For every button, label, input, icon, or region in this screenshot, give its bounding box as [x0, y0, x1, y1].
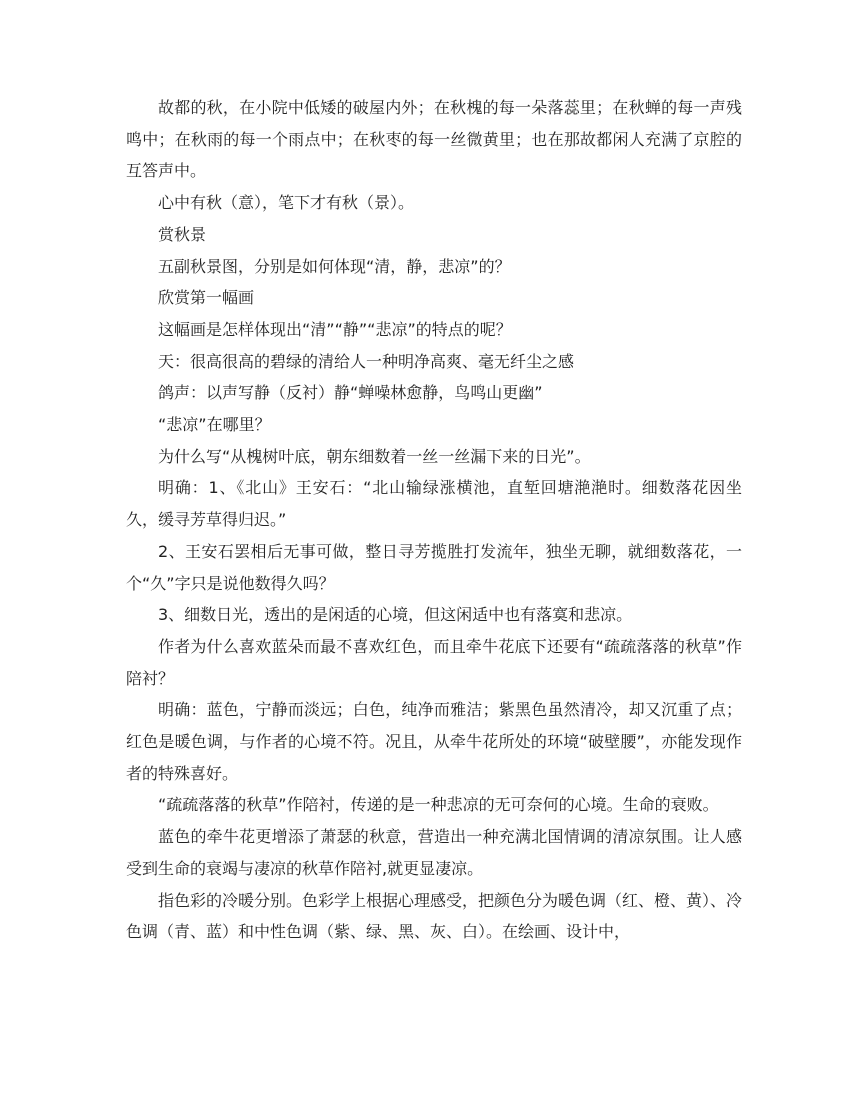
paragraph: “悲凉”在哪里？	[158, 415, 271, 435]
paragraph: 3、细数日光，透出的是闲适的心境，但这闲适中也有落寞和悲凉。	[158, 605, 633, 625]
paragraph: 指色彩的冷暖分别。色彩学上根据心理感受，把颜色分为暖色调（红、橙、黄）、冷色调（青、蓝）和中性色调（紫、绿、黑、灰、白）。在绘画、设计中，	[126, 890, 743, 942]
document-body	[126, 92, 742, 948]
paragraph: 作者为什么喜欢蓝朵而最不喜欢红色，而且牵牛花底下还要有“疏疏落落的秋草”作陪衬？	[126, 636, 742, 688]
paragraph: 鸽声：以声写静（反衬）静“蝉噪林愈静，鸟鸣山更幽”	[158, 383, 543, 403]
paragraph: “疏疏落落的秋草”作陪衬，传递的是一种悲凉的无可奈何的心境。生命的衰败。	[158, 795, 719, 815]
paragraph: 2、王安石罢相后无事可做，整日寻芳揽胜打发流年，独坐无聊，就细数落花，一个“久”字只是说他数得久吗？	[126, 541, 742, 593]
paragraph: 为什么写“从槐树叶底，朝东细数着一丝一丝漏下来的日光”。	[158, 446, 591, 466]
paragraph: 明确：1、《北山》王安石：“北山输绿涨横池，直堑回塘滟滟时。细数落花因坐久，缓寻芳草得归迟。”	[126, 478, 742, 530]
section-heading: 赏秋景	[158, 224, 207, 244]
paragraph: 这幅画是怎样体现出“清”“静”“悲凉”的特点的呢？	[158, 319, 512, 339]
subsection-heading: 欣赏第一幅画	[158, 288, 255, 308]
paragraph: 天：很高很高的碧绿的清给人一种明净高爽、毫无纤尘之感	[158, 351, 575, 371]
paragraph: 故都的秋，在小院中低矮的破屋内外；在秋槐的每一朵落蕊里；在秋蝉的每一声残鸣中；在秋雨的每一个雨点中；在秋枣的每一丝微黄里；也在那故都闲人充满了京腔的互答声中。	[126, 98, 742, 181]
paragraph: 心中有秋（意），笔下才有秋（景）。	[158, 193, 415, 213]
paragraph: 五副秋景图，分别是如何体现“清，静，悲凉”的？	[158, 256, 511, 276]
paragraph: 明确：蓝色，宁静而淡远；白色，纯净而雅洁；紫黑色虽然清冷，却又沉重了点；红色是暖色调，与作者的心境不符。况且，从牵牛花所处的环境“破壁腰”，亦能发现作者的特殊喜好。	[126, 700, 742, 783]
paragraph: 蓝色的牵牛花更增添了萧瑟的秋意，营造出一种充满北国情调的清凉氛围。让人感受到生命的衰竭与凄凉的秋草作陪衬,就更显凄凉。	[126, 827, 742, 878]
